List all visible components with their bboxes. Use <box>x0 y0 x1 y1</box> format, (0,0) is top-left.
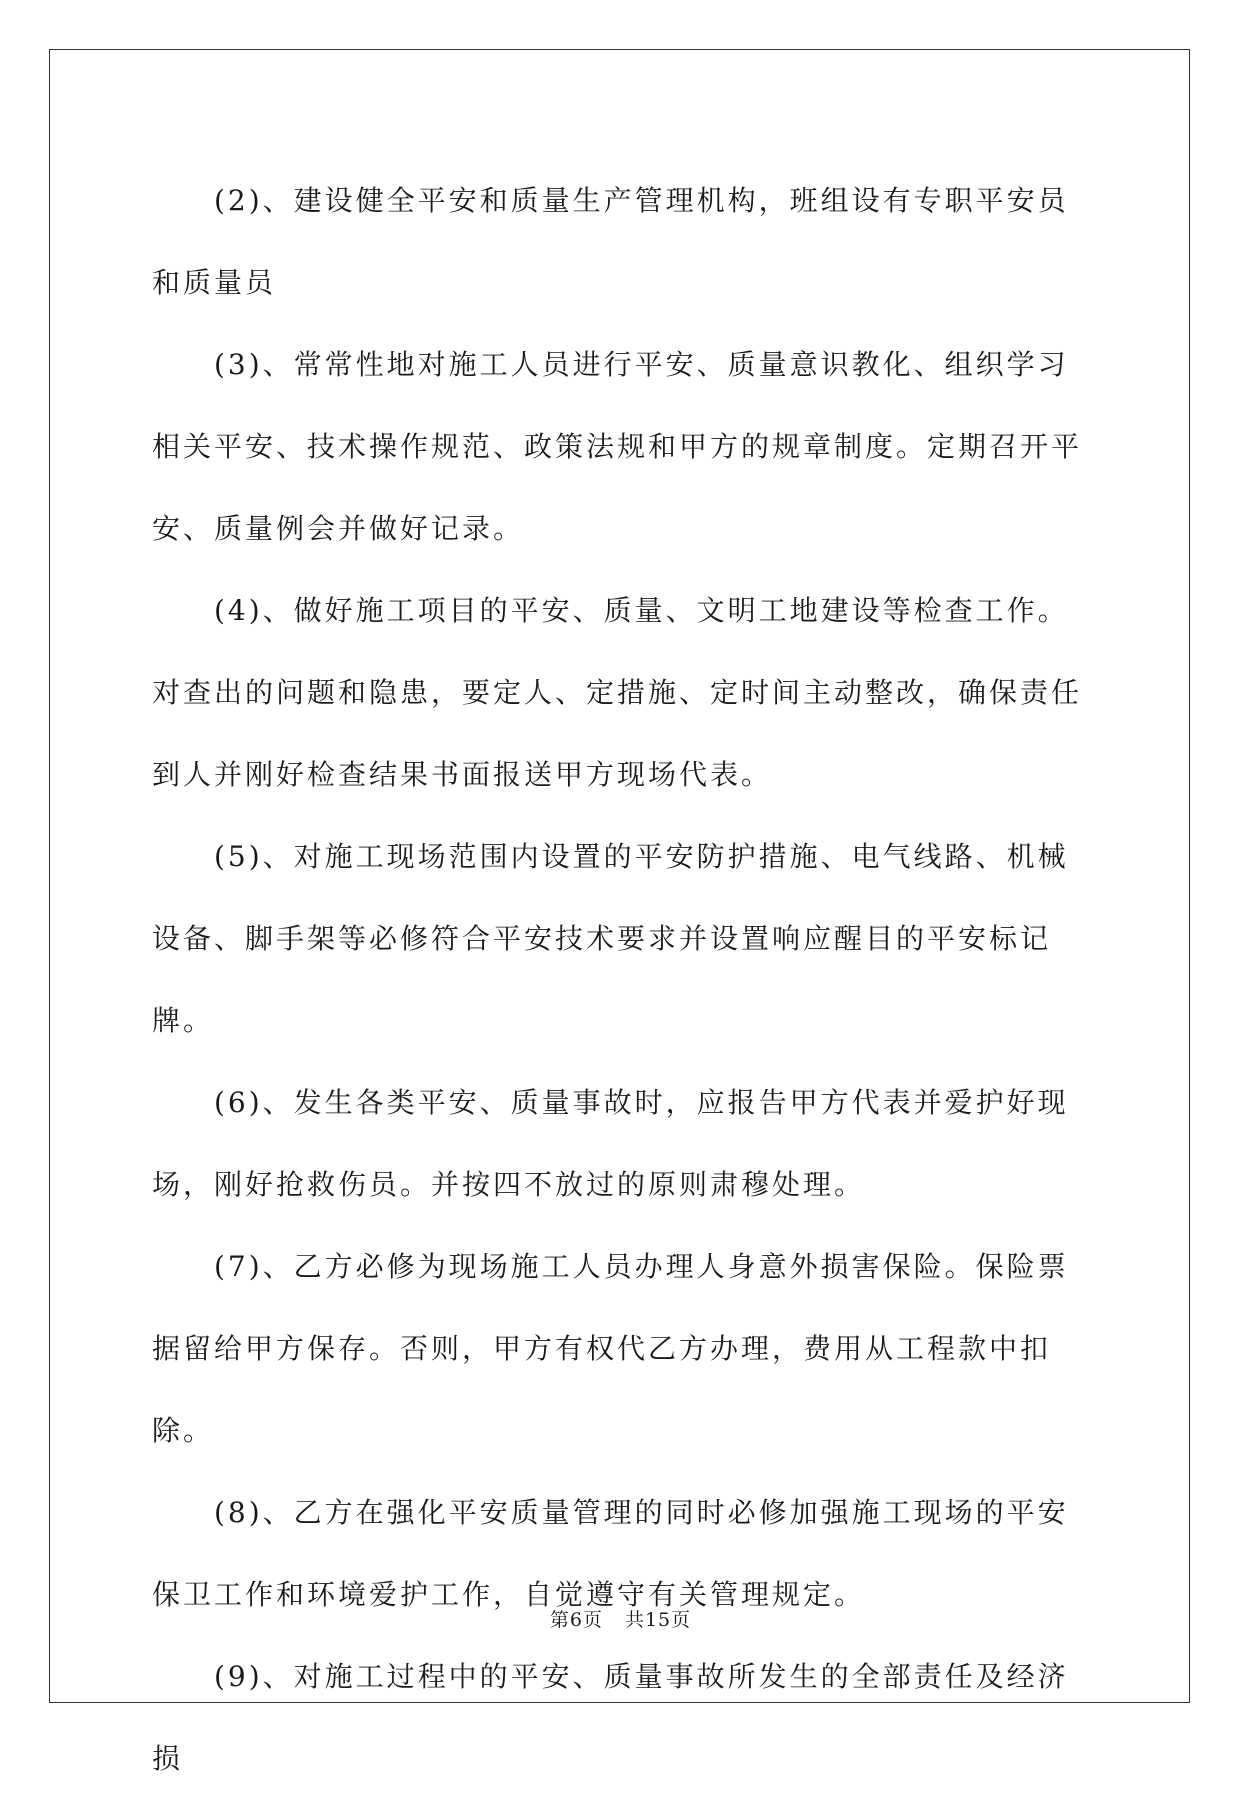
page-footer <box>0 1605 1241 1632</box>
paragraph-2: (2)、建设健全平安和质量生产管理机构，班组设有专职平安员和质量员 <box>152 184 1069 299</box>
document-body <box>152 160 1092 1800</box>
paragraph-9: (9)、对施工过程中的平安、质量事故所发生的全部责任及经济损 <box>152 1660 1069 1775</box>
current-page-number: 第6页 <box>549 1609 603 1631</box>
paragraph-5: (5)、对施工现场范围内设置的平安防护措施、电气线路、机械设备、脚手架等必修符合平安技术要求并设置响应醒目的平安标记牌。 <box>152 840 1069 1037</box>
paragraph-7: (7)、乙方必修为现场施工人员办理人身意外损害保险。保险票据留给甲方保存。否则，甲方有权代乙方办理，费用从工程款中扣除。 <box>152 1250 1069 1447</box>
paragraph-8: (8)、乙方在强化平安质量管理的同时必修加强施工现场的平安保卫工作和环境爱护工作，自觉遵守有关管理规定。 <box>152 1496 1069 1611</box>
paragraph-6: (6)、发生各类平安、质量事故时，应报告甲方代表并爱护好现场，刚好抢救伤员。并按四不放过的原则肃穆处理。 <box>152 1086 1069 1201</box>
total-page-count: 共15页 <box>624 1609 692 1631</box>
paragraph-4: (4)、做好施工项目的平安、质量、文明工地建设等检查工作。对查出的问题和隐患，要定人、定措施、定时间主动整改，确保责任到人并刚好检查结果书面报送甲方现场代表。 <box>152 594 1083 791</box>
paragraph-3: (3)、常常性地对施工人员进行平安、质量意识教化、组织学习相关平安、技术操作规范、政策法规和甲方的规章制度。定期召开平安、质量例会并做好记录。 <box>152 348 1083 545</box>
